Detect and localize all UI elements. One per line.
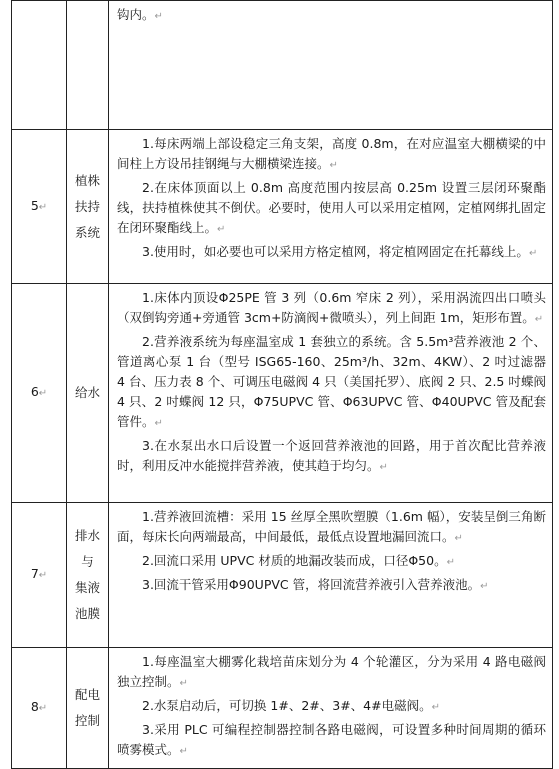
paragraph-text: 3.在水泵出水口后设置一个返回营养液池的回路，用于首次配比营养液时，利用反冲水能搅拌营养液，使其趋于均匀。 xyxy=(117,438,546,473)
content-cell xyxy=(109,1,553,130)
paragraph-text: 1.每床两端上部设稳定三角支架，高度 0.8m，在对应温室大棚横梁的中间柱上方设吊挂钢绳与大棚横梁连接。 xyxy=(117,136,546,171)
content-cell xyxy=(109,284,553,503)
content-cell xyxy=(109,648,553,769)
category-label-line: 集液 xyxy=(74,580,100,595)
spec-table-body xyxy=(12,1,553,769)
paragraph-text: 3.使用时，如必要也可以采用方格定植网，将定植网固定在托幕线上。 xyxy=(142,244,529,259)
row-number: 7 xyxy=(30,566,39,581)
paragraph-mark-icon: ↵ xyxy=(431,702,440,713)
table-row xyxy=(12,648,553,769)
content-paragraph xyxy=(117,436,546,478)
paragraph-mark-icon: ↵ xyxy=(534,314,544,325)
paragraph-text: 2.营养液系统为每座温室成 1 套独立的系统。含 5.5m³营养液池 2 个、管道离心泵 1 台（型号 ISG65-160、25m³/h、32m、4KW）、2 吋过滤器 4 台、压力表 8 个、可调压电磁阀 4 只（美国托罗）、底阀 2 只、2.5 吋蝶阀 4 只、2 吋蝶阀 12 只，Φ75UPVC 管、Φ63UPVC 管、Φ40UPVC 管及配套管件。 xyxy=(117,334,546,429)
table-row xyxy=(12,130,553,284)
content-paragraph xyxy=(117,551,546,573)
paragraph-mark-icon: ↵ xyxy=(38,201,48,213)
paragraph-text: 1.每座温室大棚雾化栽培苗床划分为 4 个轮灌区，分为采用 4 路电磁阀独立控制。 xyxy=(117,654,546,689)
paragraph-text: 3.采用 PLC 可编程控制器控制各路电磁阀，可设置多种时间周期的循环喷雾模式。 xyxy=(117,722,546,757)
category-label-line: 池膜 xyxy=(74,606,100,621)
paragraph-text: 2.回流口采用 UPVC 材质的地漏改装而成，口径Φ50。 xyxy=(142,553,447,568)
paragraph-mark-icon: ↵ xyxy=(179,678,188,689)
table-row xyxy=(12,1,553,130)
table-row xyxy=(12,284,553,503)
paragraph-mark-icon: ↵ xyxy=(446,557,455,568)
paragraph-mark-icon: ↵ xyxy=(454,533,463,544)
content-paragraph xyxy=(117,332,546,434)
content-paragraph xyxy=(117,507,546,549)
row-number-cell xyxy=(12,1,67,130)
table-row xyxy=(12,503,553,648)
paragraph-text: 1.营养液回流槽：采用 15 丝厚全黑吹塑膜（1.6m 幅），安装呈倒三角断面，每床长向两端最高，中间最低，最低点设置地漏回流口。 xyxy=(117,509,546,544)
paragraph-mark-icon: ↵ xyxy=(154,11,163,22)
spec-table xyxy=(11,0,553,769)
paragraph-text: 2.在床体顶面以上 0.8m 高度范围内按层高 0.25m 设置三层闭环聚酯线，扶持植株使其不倒伏。必要时，使用人可以采用定植网，定植网绑扎固定在闭环聚酯线上。 xyxy=(117,180,546,235)
category-label-line: 控制 xyxy=(74,713,100,728)
paragraph-mark-icon: ↵ xyxy=(528,248,538,259)
row-number: 6 xyxy=(30,384,39,399)
paragraph-mark-icon: ↵ xyxy=(38,570,48,581)
category-label-line: 植株 xyxy=(74,172,100,188)
content-paragraph xyxy=(117,720,546,762)
paragraph-mark-icon: ↵ xyxy=(38,703,48,714)
row-number-cell xyxy=(12,130,67,284)
paragraph-mark-icon: ↵ xyxy=(179,746,188,757)
content-paragraph xyxy=(117,652,546,694)
row-number-cell xyxy=(12,503,67,648)
category-cell xyxy=(67,648,109,769)
content-paragraph xyxy=(117,575,546,597)
content-paragraph xyxy=(117,134,546,176)
category-label-line: 配电 xyxy=(74,687,100,702)
paragraph-mark-icon: ↵ xyxy=(154,418,163,429)
content-cell xyxy=(109,130,553,284)
paragraph-text: 钩内。 xyxy=(117,7,155,22)
category-cell xyxy=(67,284,109,503)
content-paragraph xyxy=(117,5,546,27)
category-label-line: 与 xyxy=(81,554,94,569)
content-paragraph xyxy=(117,178,546,240)
paragraph-mark-icon: ↵ xyxy=(480,581,489,592)
paragraph-text: 1.床体内顶设Φ25PE 管 3 列（0.6m 窄床 2 列），采用涡流四出口喷头（双倒钩旁通+旁通管 3cm+防滴阀+微喷头），列上间距 1m，矩形布置。 xyxy=(117,290,546,325)
paragraph-mark-icon: ↵ xyxy=(217,224,226,235)
category-cell xyxy=(67,130,109,284)
row-number: 5 xyxy=(30,197,39,213)
paragraph-text: 2.水泵启动后，可切换 1#、2#、3#、4#电磁阀。 xyxy=(142,698,432,713)
paragraph-mark-icon: ↵ xyxy=(38,388,48,399)
category-label-line: 扶持 xyxy=(74,198,100,214)
category-label-line: 排水 xyxy=(74,528,100,543)
row-number-cell xyxy=(12,284,67,503)
content-paragraph xyxy=(117,242,546,264)
category-label-line: 给水 xyxy=(74,385,100,400)
paragraph-mark-icon: ↵ xyxy=(329,160,338,171)
content-paragraph xyxy=(117,696,546,718)
paragraph-text: 3.回流干管采用Φ90UPVC 管，将回流营养液引入营养液池。 xyxy=(142,577,481,592)
row-number-cell xyxy=(12,648,67,769)
category-cell xyxy=(67,1,109,130)
category-label-line: 系统 xyxy=(74,224,100,240)
category-cell xyxy=(67,503,109,648)
content-cell xyxy=(109,503,553,648)
paragraph-mark-icon: ↵ xyxy=(379,462,388,473)
content-paragraph xyxy=(117,288,546,330)
row-number: 8 xyxy=(30,699,39,714)
